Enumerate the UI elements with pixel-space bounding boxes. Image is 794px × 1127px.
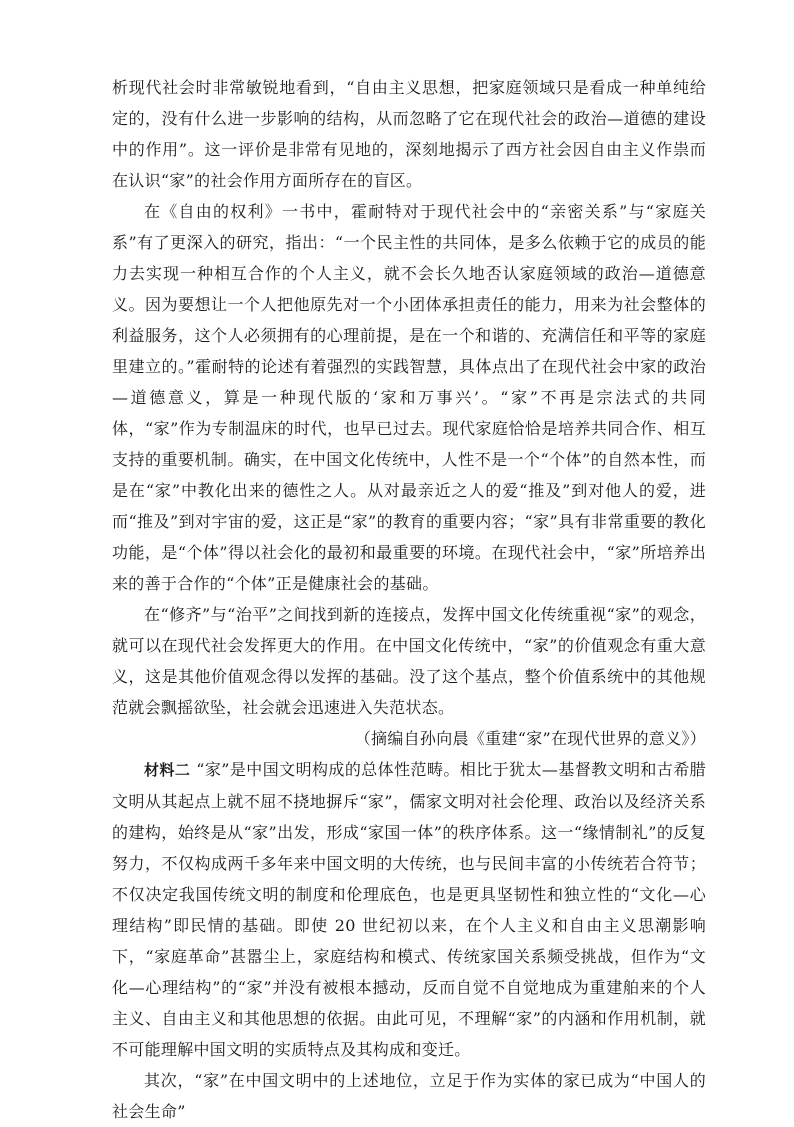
paragraph-material-two <box>112 754 706 1065</box>
paragraph-continued: 析现代社会时非常敏锐地看到，“自由主义思想，把家庭领域只是看成一种单纯给定的，没有什么进一步影响的结构，从而忽略了它在现代社会的政治—道德的建设中的作用”。这一评价是非常有见地的，深刻地揭示了西方社会因自由主义作祟而在认识“家”的社会作用方面所存在的盲区。 <box>112 78 706 190</box>
paragraph-xiuqi-zhiping: 在“修齐”与“治平”之间找到新的连接点，发挥中国文化传统重视“家”的观念，就可以在现代社会发挥更大的作用。在中国文化传统中，“家”的价值观念有重大意义，这是其他价值观念得以发挥的基础。没了这个基点，整个价值系统中的其他规范就会飘摇欲坠，社会就会迅速进入失范状态。 <box>112 605 706 717</box>
document-body <box>112 72 706 1127</box>
material-label: 材料二 <box>144 761 191 779</box>
source-citation: （摘编自孙向晨《重建“家”在现代世界的意义》） <box>354 729 706 748</box>
paragraph-honneth: 在《自由的权利》一书中，霍耐特对于现代社会中的“亲密关系”与“家庭关系”有了更深入的研究，指出：“一个民主性的共同体，是多么依赖于它的成员的能力去实现一种相互合作的个人主义，就不会长久地否认家庭领域的政治—道德意义。因为要想让一个人把他原先对一个小团体承担责任的能力，用来为社会整体的利益服务，这个人必须拥有的心理前提，是在一个和谐的、充满信任和平等的家庭里建立的。”霍耐特的论述有着强烈的实践智慧，具体点出了在现代社会中家的政治—道德意义，算是一种现代版的‘家和万事兴’。“家”不再是宗法式的共同体，“家”作为专制温床的时代，也早已过去。现代家庭恰恰是培养共同合作、相互支持的重要机制。确实，在中国文化传统中，人性不是一个“个体”的自然本性，而是在“家”中教化出来的德性之人。从对最亲近之人的爱“推及”到对他人的爱，进而“推及”到对宇宙的爱，这正是“家”的教育的重要内容；“家”具有非常重要的教化功能，是“个体”得以社会化的最初和最重要的环境。在现代社会中，“家”所培养出来的善于合作的“个体”正是健康社会的基础。 <box>112 202 706 593</box>
paragraph-secondly: 其次，“家”在中国文明中的上述地位，立足于作为实体的家已成为“中国人的社会生命” <box>112 1071 706 1121</box>
material-two-text: “家”是中国文明构成的总体性范畴。相比于犹太—基督教文明和古希腊文明从其起点上就不屈不挠地摒斥“家”，儒家文明对社会伦理、政治以及经济关系的建构，始终是从“家”出发，形成“家国一体”的秩序体系。这一“缘情制礼”的反复努力，不仅构成两千多年来中国文明的大传统，也与民间丰富的小传统若合符节；不仅决定我国传统文明的制度和伦理底色，也是更具坚韧性和独立性的“文化—心理结构”即民情的基础。即使 20 世纪初以来，在个人主义和自由主义思潮影响下，“家庭革命”甚嚣尘上，家庭结构和模式、传统家国关系频受挑战，但作为“文化—心理结构”的“家”并没有被根本撼动，反而自觉不自觉地成为重建舶来的个人主义、自由主义和其他思想的依据。由此可见，不理解“家”的内涵和作用机制，就不可能理解中国文明的实质特点及其构成和变迁。 <box>112 760 706 1059</box>
